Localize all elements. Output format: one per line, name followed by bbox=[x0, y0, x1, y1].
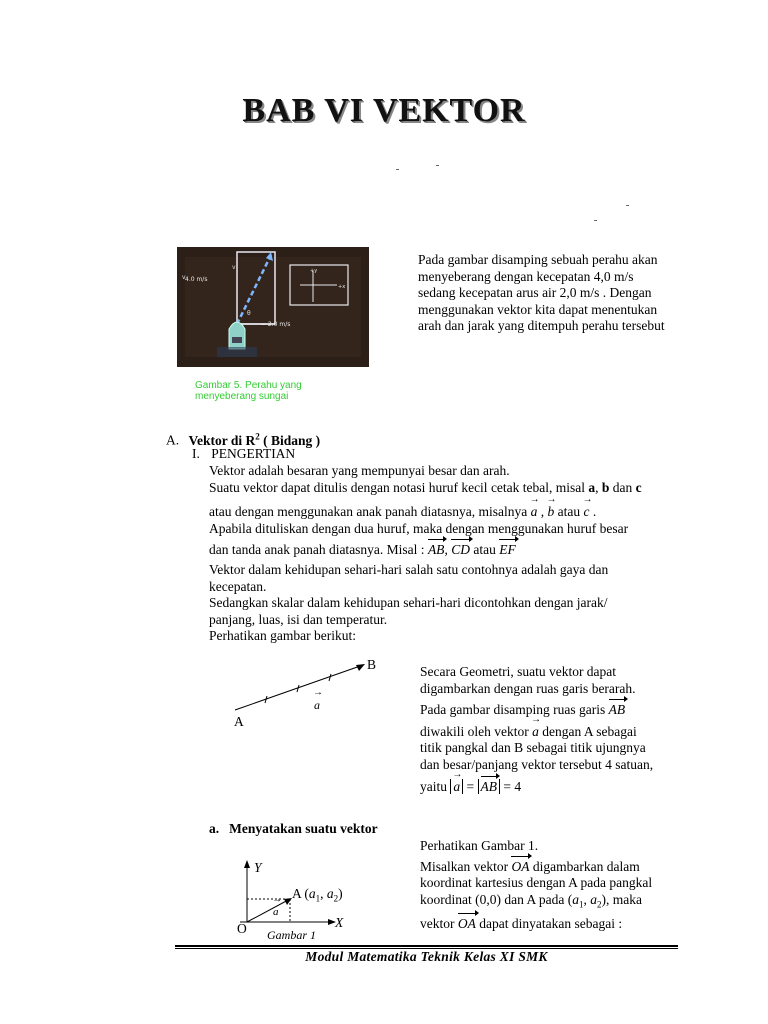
pengertian-heading bbox=[192, 446, 295, 463]
section-a-prefix: A. bbox=[166, 432, 180, 448]
section-a-sup: 2 bbox=[255, 431, 260, 441]
pengertian-prefix: I. bbox=[192, 446, 200, 461]
photo-caption-line: Gambar 5. Perahu yang bbox=[195, 380, 302, 391]
body-line: panjang, luas, isi dan temperatur. bbox=[209, 611, 388, 627]
geom-line: dan besar/panjang vektor tersebut 4 satuan, bbox=[420, 756, 654, 772]
chapter-title: BAB VI VEKTOR bbox=[242, 92, 526, 129]
svg-text:v: v bbox=[232, 264, 236, 271]
geom-line: Pada gambar disamping ruas garis AB bbox=[420, 702, 626, 718]
menyatakan-paragraph bbox=[420, 838, 680, 933]
photo-label-speed-v: 4.0 m/s bbox=[185, 276, 208, 283]
menyatakan-line: vektor OA dapat dinyatakan sebagai : bbox=[420, 916, 623, 932]
scan-speck bbox=[594, 220, 597, 221]
scan-speck bbox=[396, 169, 399, 170]
geom-line: Secara Geometri, suatu vektor dapat bbox=[420, 664, 617, 679]
section-a-title: Vektor di R bbox=[188, 432, 256, 448]
photo-label-y: +y bbox=[310, 268, 318, 274]
vector-AB: AB bbox=[427, 542, 445, 558]
geometry-paragraph bbox=[420, 664, 680, 795]
intro-line: menggunakan vektor kita dapat menentukan bbox=[418, 301, 658, 317]
subsection-heading: a. Menyatakan suatu vektor bbox=[209, 821, 378, 836]
body-line: atau dengan menggunakan anak panah diatasnya, misalnya a → , b → atau c → . bbox=[209, 504, 679, 521]
vector-OA: OA bbox=[511, 858, 530, 874]
geom-line: yaitu a → = AB = 4 bbox=[420, 779, 680, 796]
intro-line: sedang kecepatan arus air 2,0 m/s . Dengan bbox=[418, 285, 652, 301]
body-line: kecepatan. bbox=[209, 578, 267, 594]
vector-OA: OA bbox=[457, 916, 476, 932]
scan-speck bbox=[436, 165, 439, 166]
vector-c: c → bbox=[584, 504, 590, 521]
vector-AB: AB bbox=[608, 702, 626, 718]
photo-caption-line: menyeberang sungai bbox=[195, 391, 289, 402]
menyatakan-line: koordinat kartesius dengan A pada pangkal bbox=[420, 875, 653, 891]
point-a-label: A ($a_1$, $a_2$) bbox=[292, 886, 343, 904]
intro-line: arah dan jarak yang ditempuh perahu tersebut bbox=[418, 318, 665, 334]
boat-vector-diagram bbox=[177, 247, 369, 367]
label-A: A bbox=[234, 714, 244, 729]
vector-CD: CD bbox=[451, 542, 470, 558]
svg-text:θ: θ bbox=[247, 310, 251, 317]
label-vector-a: a → bbox=[314, 697, 320, 714]
vector-a: a → bbox=[453, 779, 460, 796]
intro-line: menyeberang dengan kecepatan 4,0 m/s bbox=[418, 268, 634, 284]
axis-label-y: Y bbox=[254, 860, 262, 875]
pengertian-title: PENGERTIAN bbox=[211, 446, 296, 461]
figure-caption: Gambar 1 bbox=[267, 928, 317, 942]
geom-line: diwakili oleh vektor a → dengan A sebagai bbox=[420, 724, 680, 741]
vector-a: a → bbox=[532, 724, 539, 741]
pengertian-body bbox=[209, 463, 679, 645]
section-a-title-post: ( Bidang ) bbox=[259, 432, 321, 448]
origin-label: O bbox=[237, 921, 247, 936]
menyatakan-line: Perhatikan Gambar 1. bbox=[420, 838, 539, 853]
body-line: Sedangkan skalar dalam kehidupan sehari-hari dicontohkan dengan jarak/ bbox=[209, 595, 608, 611]
axis-label-x: X bbox=[335, 915, 344, 930]
menyatakan-line: Misalkan vektor OA digambarkan dalam bbox=[420, 858, 640, 874]
geom-line: titik pangkal dan B sebagai titik ujungnya bbox=[420, 740, 646, 756]
boat-photo bbox=[177, 247, 369, 367]
vector-AB: AB bbox=[480, 778, 497, 794]
body-line: dan tanda anak panah diatasnya. Misal : AB, CD atau EF bbox=[209, 542, 516, 558]
vector-b: b → bbox=[548, 504, 555, 521]
bold-b: b bbox=[601, 479, 610, 495]
vector-a-label: a → bbox=[273, 904, 279, 921]
bold-a: a bbox=[588, 479, 596, 495]
geom-line: digambarkan dengan ruas garis berarah. bbox=[420, 680, 636, 696]
body-line: Apabila dituliskan dengan dua huruf, maka dengan menggunakan huruf besar bbox=[209, 520, 629, 536]
body-line: Vektor dalam kehidupan sehari-hari salah satu contohnya adalah gaya dan bbox=[209, 561, 609, 577]
svg-text:v: v bbox=[182, 274, 186, 281]
footer-text: Modul Matematika Teknik Kelas XI SMK bbox=[305, 949, 548, 964]
body-line: Vektor adalah besaran yang mempunyai besar dan arah. bbox=[209, 463, 510, 478]
vector-ab-figure bbox=[225, 655, 385, 730]
scan-speck bbox=[626, 205, 629, 206]
photo-label-speed-h: = 2.0 m/s bbox=[261, 321, 291, 328]
footer-rule bbox=[175, 945, 678, 947]
vector-EF: EF bbox=[499, 542, 516, 558]
body-line: Suatu vektor dapat ditulis dengan notasi huruf kecil cetak tebal, misal a, b dan c bbox=[209, 479, 642, 495]
intro-paragraph bbox=[418, 252, 665, 335]
photo-caption bbox=[195, 380, 302, 402]
photo-label-x: +x bbox=[338, 284, 346, 290]
menyatakan-line: koordinat (0,0) dan A pada ($a_1$, $a_2$), maka bbox=[420, 891, 642, 910]
body-line: Perhatikan gambar berikut: bbox=[209, 628, 356, 644]
bold-c: c bbox=[635, 479, 642, 495]
label-B: B bbox=[367, 657, 377, 672]
intro-line: Pada gambar disamping sebuah perahu akan bbox=[418, 252, 658, 267]
vector-a: a → bbox=[531, 504, 538, 521]
